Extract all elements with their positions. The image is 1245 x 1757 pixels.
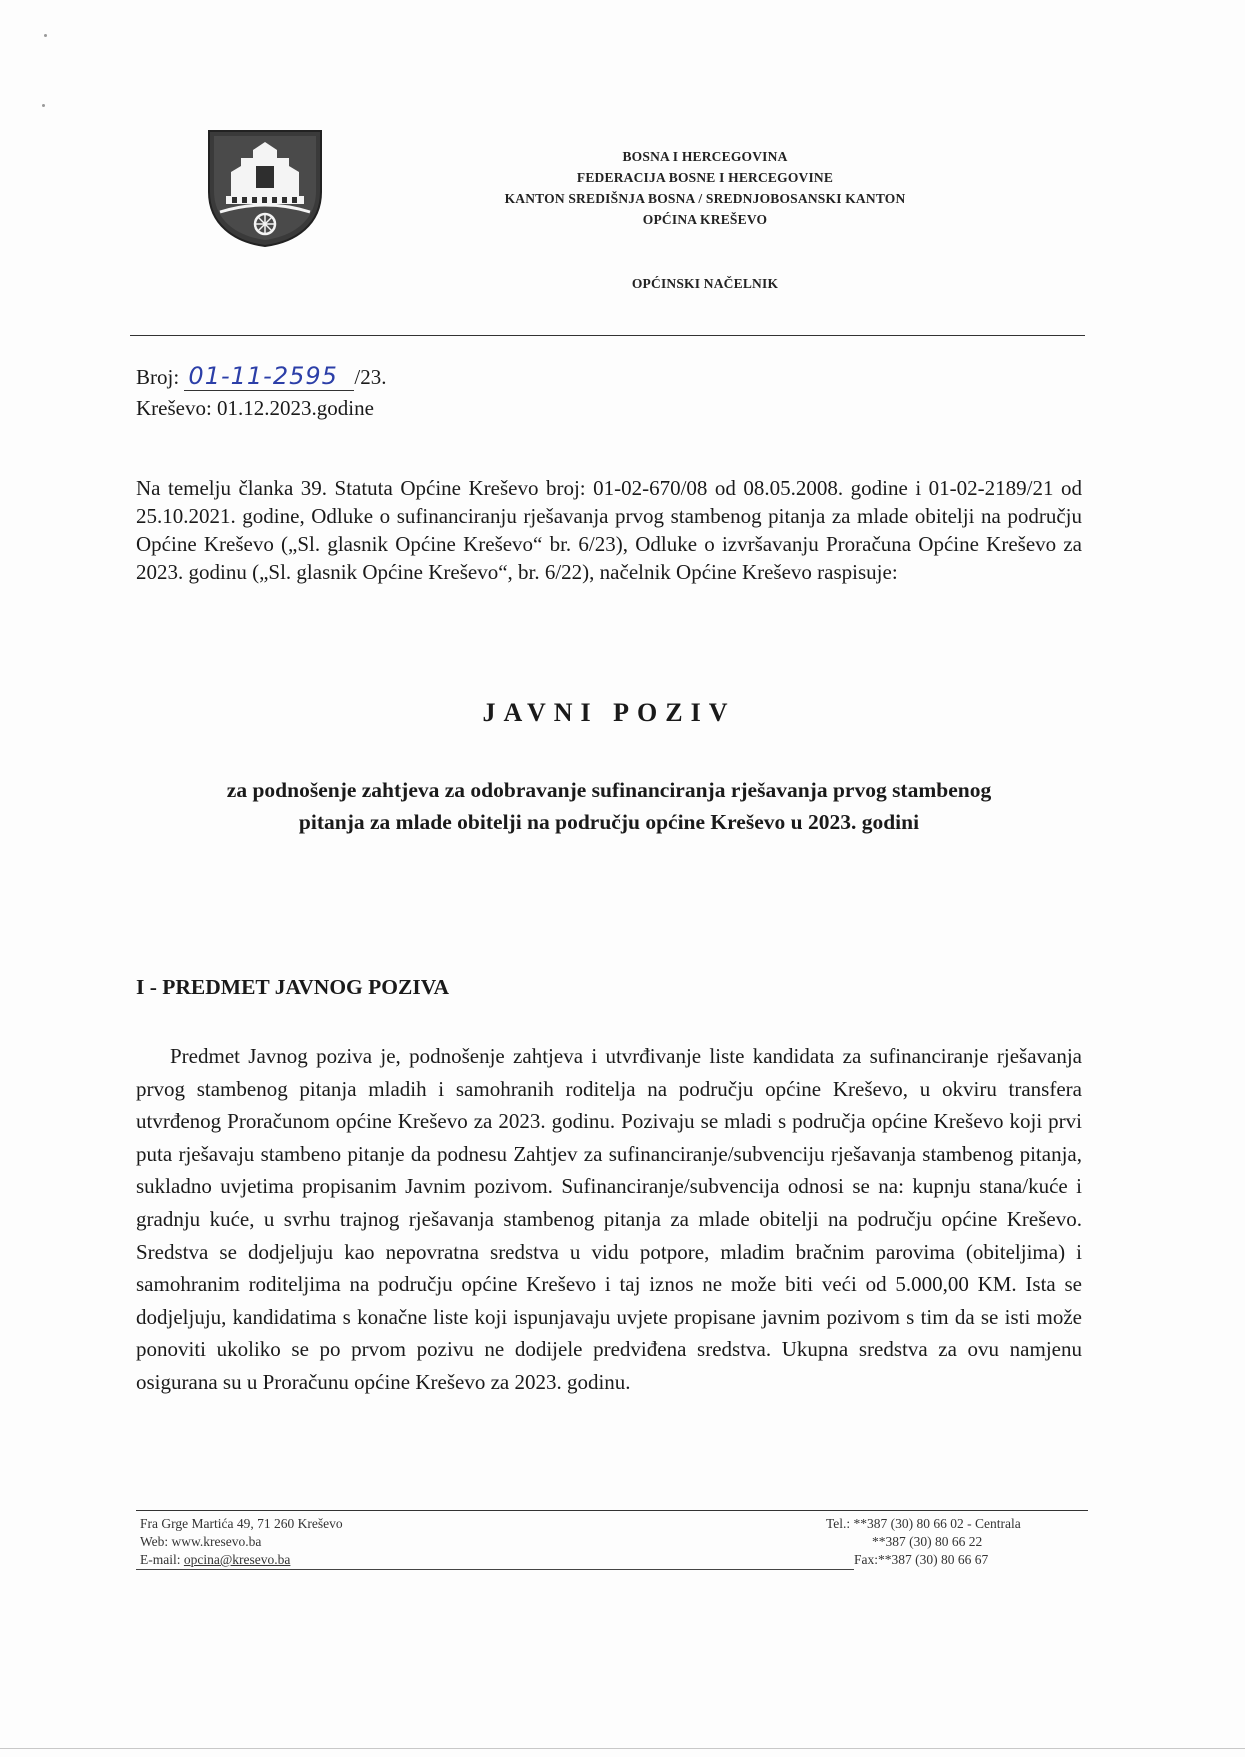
- footer-divider: [136, 1510, 1088, 1511]
- document-date: Kreševo: 01.12.2023.godine: [136, 396, 374, 420]
- office-title: OPĆINSKI NAČELNIK: [631, 276, 779, 291]
- reference-label: Broj:: [136, 365, 180, 389]
- footer-email-row: [140, 1551, 620, 1569]
- footer-web: Web: www.kresevo.ba: [140, 1534, 262, 1549]
- header-divider: [130, 335, 1085, 336]
- document-subtitle: [136, 774, 1082, 838]
- footer-tel-2: **387 (30) 80 66 22: [872, 1534, 983, 1549]
- footer-fax: Fax:**387 (30) 80 66 67: [854, 1552, 989, 1567]
- scan-speck: [42, 104, 45, 107]
- subtitle-line: pitanja za mlade obitelji na području općine Kreševo u 2023. godini: [298, 810, 920, 834]
- scan-edge: [0, 1748, 1245, 1749]
- footer-email-label: E-mail:: [140, 1552, 181, 1567]
- letterhead-line: FEDERACIJA BOSNE I HERCEGOVINE: [576, 170, 834, 185]
- footer-contact-right: [826, 1515, 1086, 1569]
- document-title: JAVNI POZIV: [482, 698, 736, 727]
- letterhead-line: KANTON SREDIŠNJA BOSNA / SREDNJOBOSANSKI KANTON: [504, 191, 906, 206]
- footer-address: Fra Grge Martića 49, 71 260 Kreševo: [140, 1516, 343, 1531]
- municipality-crest-icon: [206, 128, 324, 248]
- reference-number: [136, 362, 387, 391]
- letterhead: [380, 146, 1030, 230]
- handwritten-reference: 01-11-2595: [184, 362, 354, 391]
- letterhead-line: BOSNA I HERCEGOVINA: [622, 149, 788, 164]
- footer-tel: Tel.: **387 (30) 80 66 02 - Centrala: [826, 1516, 1021, 1531]
- scan-speck: [44, 34, 47, 37]
- intro-paragraph: Na temelju članka 39. Statuta Općine Kreševo broj: 01-02-670/08 od 08.05.2008. godine i 01-02-2189/21 od 25.10.2021. godine, Odluke o sufinanciranju rješavanja prvog stambenog pitanja za mlade obitelji na području Općine Kreševo („Sl. glasnik Općine Kreševo“ br. 6/23), Odluke o izvršavanju Proračuna Općine Kreševo za 2023. godinu („Sl. glasnik Općine Kreševo“, br. 6/22), načelnik Općine Kreševo raspisuje:: [136, 476, 1082, 584]
- footer-underline: [136, 1569, 854, 1570]
- section-body: Predmet Javnog poziva je, podnošenje zahtjeva i utvrđivanje liste kandidata za sufinanciranje rješavanja prvog stambenog pitanja mladih i samohranih roditelja na području općine Kreševo, u okviru transfera utvrđenog Proračunom općine Kreševo za 2023. godinu. Pozivaju se mladi s područja općine Kreševo koji prvi puta rješavaju stambeno pitanje da podnesu Zahtjev za sufinanciranje/subvenciju rješavanja stambenog pitanja, sukladno uvjetima propisanim Javnim pozivom. Sufinanciranje/subvencija odnosi se na: kupnju stana/kuće i gradnju kuće, u svrhu trajnog rješavanja stambenog pitanja za mlade obitelji na području općine Kreševo. Sredstva se dodjeljuju kao nepovratna sredstva u vidu potpore, mladim bračnim parovima (obiteljima) i samohranim roditeljima na području općine Kreševo i taj iznos ne može biti veći od 5.000,00 KM. Ista se dodjeljuju, kandidatima s konačne liste koji ispunjavaju uvjete propisane javnim pozivom s tim da se isti može ponoviti ukoliko se po prvom pozivu ne dodijele predviđena sredstva. Ukupna sredstva za ovu namjenu osigurana su u Proračunu općine Kreševo za 2023. godinu.: [136, 1044, 1082, 1394]
- footer-email-link[interactable]: opcina@kresevo.ba: [183, 1552, 291, 1567]
- letterhead-line: OPĆINA KREŠEVO: [642, 212, 768, 227]
- reference-suffix: /23.: [354, 365, 387, 389]
- subtitle-line: za podnošenje zahtjeva za odobravanje sufinanciranja rješavanja prvog stambenog: [226, 778, 992, 802]
- section-heading: I - PREDMET JAVNOG POZIVA: [136, 975, 449, 999]
- footer-contact-left: [140, 1515, 620, 1569]
